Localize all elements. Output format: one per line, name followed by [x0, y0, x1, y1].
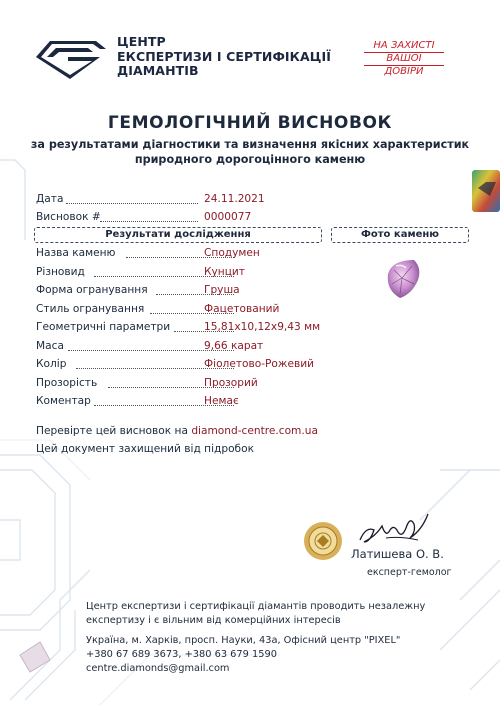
result-label: Геометричні параметри	[36, 321, 171, 333]
number-row	[36, 210, 296, 224]
verify-prefix: Перевірте цей висновок на	[36, 425, 192, 437]
diamond-logo-icon	[30, 35, 110, 79]
document-title: ГЕМОЛОГІЧНИЙ ВИСНОВОК	[107, 113, 393, 133]
org-line-3: ДІАМАНТІВ	[117, 63, 199, 78]
result-label: Колір	[36, 358, 67, 370]
signature	[356, 508, 436, 548]
hologram-sticker	[470, 170, 500, 212]
result-value: Груша	[204, 284, 240, 296]
result-value: Фіолетово-Рожевий	[204, 358, 314, 370]
result-label: Коментар	[36, 395, 91, 407]
result-row	[36, 357, 336, 371]
slogan-line-2: ВАШОЇ	[386, 53, 422, 64]
result-label: Різновид	[36, 265, 85, 278]
result-label: Прозорість	[36, 376, 98, 389]
footer-email[interactable]: centre.diamonds@gmail.com	[86, 663, 230, 674]
document-subtitle	[0, 137, 500, 167]
date-value: 24.11.2021	[204, 193, 265, 205]
expert-name: Латишева О. В.	[351, 547, 444, 561]
result-row	[36, 246, 336, 260]
verify-site-link[interactable]: diamond-centre.com.ua	[191, 425, 318, 437]
result-value: Прозорий	[204, 376, 258, 389]
slogan-line-3: ДОВІРИ	[384, 66, 424, 77]
result-row	[36, 394, 336, 408]
footer-phones: +380 67 689 3673, +380 63 679 1590	[86, 649, 277, 660]
result-row	[36, 265, 336, 279]
date-row	[36, 192, 296, 206]
result-row	[36, 339, 336, 353]
protection-note: Цей документ захищений від підробок	[36, 443, 254, 455]
result-row	[36, 376, 336, 390]
expert-role: експерт-гемолог	[367, 567, 452, 578]
slogan	[364, 41, 444, 77]
result-label: Стиль огранування	[36, 302, 145, 315]
footer-statement-2: експертизу і є вільним від комерційних інтересів	[86, 615, 341, 626]
org-line-2: ЕКСПЕРТИЗИ І СЕРТИФІКАЦІЇ	[117, 48, 331, 64]
result-value: Кунцит	[204, 265, 245, 278]
pear-gem-photo	[384, 258, 422, 300]
result-value: Фацетований	[204, 302, 280, 315]
footer-address: Україна, м. Харків, просп. Науки, 43а, Офісний центр "PIXEL"	[86, 635, 401, 646]
result-value: Сподумен	[204, 247, 260, 259]
result-row	[36, 302, 336, 316]
number-value: 0000077	[204, 211, 252, 223]
result-value: 15,81x10,12x9,43 мм	[204, 321, 321, 333]
organization-name	[117, 35, 331, 79]
result-value: 9,66 карат	[204, 339, 264, 352]
number-label: Висновок #	[36, 211, 101, 223]
result-row	[36, 283, 336, 297]
gold-seal-icon	[303, 521, 343, 561]
date-label: Дата	[36, 193, 64, 205]
subtitle-line-1: за результатами діагностики та визначення якісних характеристик	[30, 138, 470, 151]
photo-section-header: Фото каменю	[331, 227, 469, 243]
verify-note	[36, 424, 318, 438]
result-label: Назва каменю	[36, 247, 116, 259]
result-label: Маса	[36, 339, 64, 352]
footer-statement-1: Центр експертизи і сертифікації діамантів проводить незалежну	[86, 601, 426, 612]
slogan-line-1: НА ЗАХИСТІ	[373, 40, 435, 51]
subtitle-line-2: природного дорогоцінного каменю	[134, 153, 366, 166]
result-label: Форма огранування	[36, 284, 148, 296]
result-value: Немає	[204, 395, 239, 407]
org-line-1: ЦЕНТР	[117, 34, 166, 49]
results-section-header: Результати дослідження	[34, 227, 322, 243]
result-row	[36, 320, 336, 334]
